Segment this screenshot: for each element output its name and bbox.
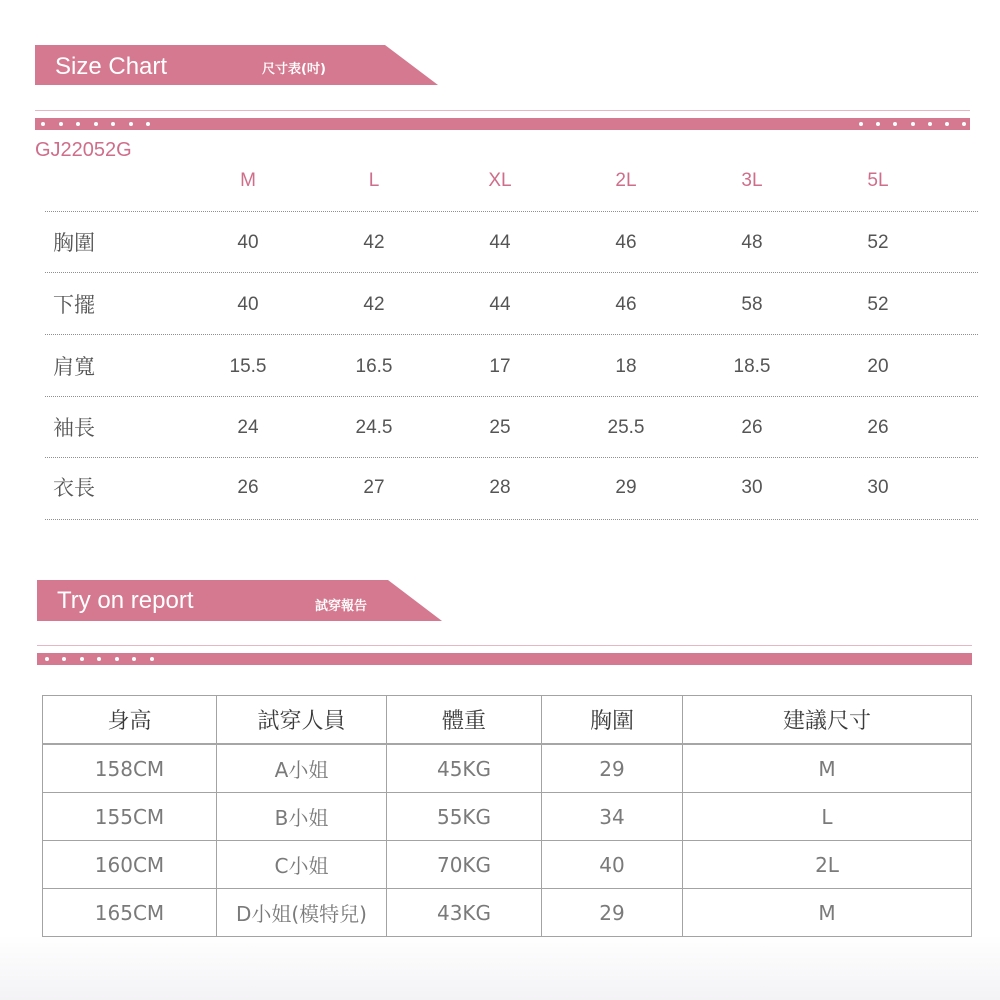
size-header-xl: XL — [488, 170, 512, 191]
dot — [945, 122, 949, 126]
table-cell: C小姐 — [217, 841, 387, 889]
dot — [45, 657, 49, 661]
size-header-2l: 2L — [615, 170, 637, 191]
dot — [876, 122, 880, 126]
row-label: 下擺 — [53, 293, 95, 317]
measurement-value: 20 — [867, 356, 889, 377]
dot — [893, 122, 897, 126]
dot — [928, 122, 932, 126]
thin-divider — [35, 110, 970, 111]
measurement-value: 18 — [615, 356, 637, 377]
decorative-dotted-bar — [37, 653, 972, 665]
dotted-divider — [45, 519, 978, 520]
dot — [80, 657, 84, 661]
table-cell: D小姐(模特兒) — [217, 889, 387, 937]
measurement-value: 30 — [741, 477, 763, 498]
row-label: 胸圍 — [53, 231, 95, 255]
table-cell: 155CM — [43, 793, 217, 841]
dot — [911, 122, 915, 126]
measurement-value: 29 — [615, 477, 637, 498]
dot — [115, 657, 119, 661]
table-cell: 70KG — [387, 841, 542, 889]
measurement-value: 26 — [741, 417, 763, 438]
measurement-value: 18.5 — [733, 356, 771, 377]
measurement-value: 26 — [867, 417, 889, 438]
measurement-value: 52 — [867, 294, 889, 315]
header-spacer — [0, 168, 185, 194]
dotted-divider — [45, 396, 978, 397]
table-row — [43, 889, 972, 937]
table-cell: L — [683, 793, 972, 841]
dot — [859, 122, 863, 126]
size-header-m: M — [240, 170, 256, 191]
table-row — [43, 744, 972, 793]
measurement-value: 48 — [741, 232, 763, 253]
header-weight: 體重 — [387, 696, 542, 745]
product-code: GJ22052G — [35, 139, 132, 161]
measurement-value: 24.5 — [355, 417, 393, 438]
table-cell: M — [683, 744, 972, 793]
header-chest: 胸圍 — [542, 696, 683, 745]
dot — [41, 122, 45, 126]
table-cell: B小姐 — [217, 793, 387, 841]
table-cell: 2L — [683, 841, 972, 889]
table-cell: 45KG — [387, 744, 542, 793]
size-header-5l: 5L — [867, 170, 889, 191]
table-cell: 165CM — [43, 889, 217, 937]
row-label: 袖長 — [53, 416, 95, 440]
try-on-subtitle: 試穿報告 — [315, 599, 368, 614]
table-cell: 158CM — [43, 744, 217, 793]
table-header-row — [43, 696, 972, 745]
measurement-value: 52 — [867, 232, 889, 253]
table-row — [43, 793, 972, 841]
measurement-value: 40 — [237, 294, 259, 315]
measurement-value: 42 — [363, 294, 385, 315]
dot — [62, 657, 66, 661]
table-cell: 43KG — [387, 889, 542, 937]
dot — [111, 122, 115, 126]
dotted-divider — [45, 457, 978, 458]
decorative-dotted-bar — [35, 118, 970, 130]
measurement-value: 46 — [615, 294, 637, 315]
dot — [129, 122, 133, 126]
size-chart-subtitle: 尺寸表(吋) — [262, 62, 326, 77]
size-row-shoulder — [0, 354, 1000, 380]
measurement-value: 25 — [489, 417, 511, 438]
measurement-value: 15.5 — [229, 356, 267, 377]
size-chart-title: Size Chart — [55, 53, 168, 80]
measurement-value: 30 — [867, 477, 889, 498]
dotted-divider — [45, 211, 978, 212]
measurement-value: 26 — [237, 477, 259, 498]
measurement-value: 16.5 — [355, 356, 393, 377]
table-cell: A小姐 — [217, 744, 387, 793]
size-row-chest — [0, 230, 1000, 256]
measurement-value: 44 — [489, 232, 511, 253]
measurement-value: 40 — [237, 232, 259, 253]
dot — [94, 122, 98, 126]
table-cell: 29 — [542, 744, 683, 793]
measurement-value: 27 — [363, 477, 385, 498]
try-on-table — [42, 695, 972, 937]
dotted-divider — [45, 334, 978, 335]
dot — [97, 657, 101, 661]
dot — [150, 657, 154, 661]
measurement-value: 44 — [489, 294, 511, 315]
size-header-l: L — [368, 170, 380, 191]
dot — [962, 122, 966, 126]
measurement-value: 24 — [237, 417, 259, 438]
table-cell: 29 — [542, 889, 683, 937]
size-row-sleeve — [0, 415, 1000, 441]
row-label: 肩寬 — [53, 355, 95, 379]
try-on-title: Try on report — [57, 587, 194, 614]
table-row — [43, 841, 972, 889]
dot — [59, 122, 63, 126]
measurement-value: 25.5 — [607, 417, 645, 438]
table-cell: M — [683, 889, 972, 937]
size-row-hem — [0, 292, 1000, 318]
table-cell: 160CM — [43, 841, 217, 889]
header-height: 身高 — [43, 696, 217, 745]
size-row-length — [0, 475, 1000, 501]
header-tester: 試穿人員 — [217, 696, 387, 745]
measurement-value: 28 — [489, 477, 511, 498]
size-header-3l: 3L — [741, 170, 763, 191]
measurement-value: 58 — [741, 294, 763, 315]
dot — [76, 122, 80, 126]
table-cell: 40 — [542, 841, 683, 889]
thin-divider — [37, 645, 972, 646]
dot — [146, 122, 150, 126]
header-suggested-size: 建議尺寸 — [683, 696, 972, 745]
measurement-value: 17 — [489, 356, 511, 377]
row-label: 衣長 — [53, 476, 95, 500]
measurement-value: 46 — [615, 232, 637, 253]
dotted-divider — [45, 272, 978, 273]
measurement-value: 42 — [363, 232, 385, 253]
table-cell: 55KG — [387, 793, 542, 841]
dot — [132, 657, 136, 661]
size-header-row — [0, 168, 1000, 194]
table-cell: 34 — [542, 793, 683, 841]
